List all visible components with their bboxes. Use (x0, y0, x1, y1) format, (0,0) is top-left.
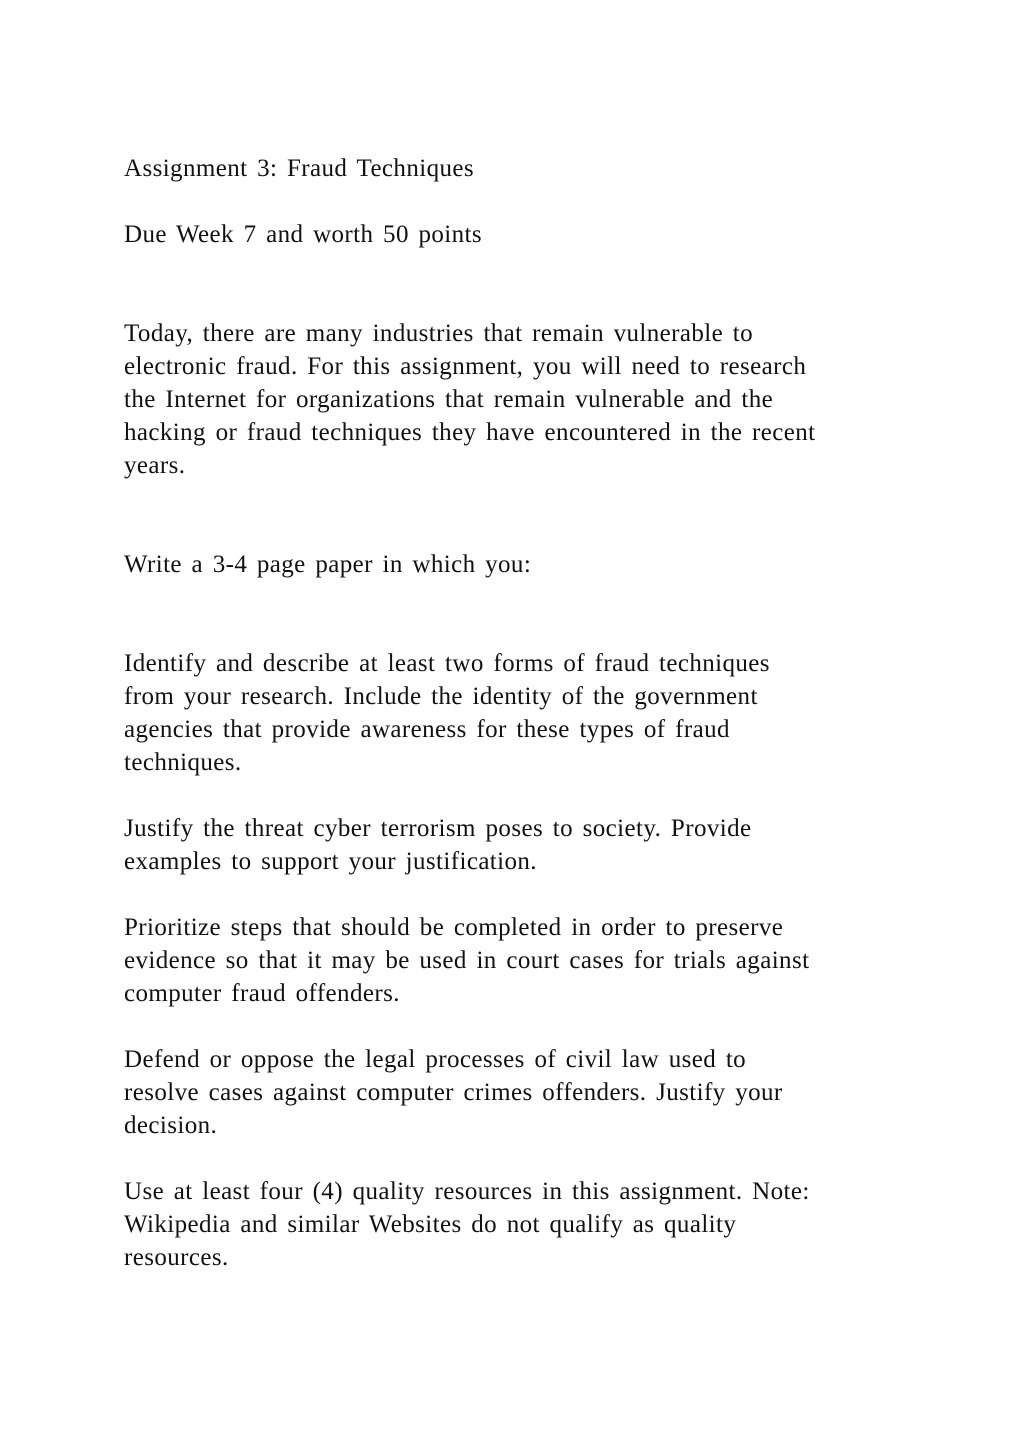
requirement-resources (124, 1175, 904, 1274)
requirement-line: Use at least four (4) quality resources in this assignment. Note: (124, 1178, 810, 1205)
requirement-line: Defend or oppose the legal processes of civil law used to (124, 1046, 747, 1073)
paper-prompt: Write a 3-4 page paper in which you: (124, 551, 532, 578)
requirement-fraud-techniques (124, 647, 904, 779)
requirement-line: decision. (124, 1112, 218, 1139)
intro-line: hacking or fraud techniques they have encountered in the recent (124, 419, 816, 446)
requirement-preserve-evidence (124, 911, 904, 1010)
requirement-civil-law (124, 1043, 904, 1142)
intro-line: Today, there are many industries that remain vulnerable to (124, 320, 754, 347)
requirement-line: examples to support your justification. (124, 848, 537, 875)
requirement-line: Wikipedia and similar Websites do not qualify as quality (124, 1211, 737, 1238)
assignment-title: Assignment 3: Fraud Techniques (124, 155, 475, 182)
intro-line: years. (124, 452, 186, 479)
intro-line: the Internet for organizations that remain vulnerable and the (124, 386, 774, 413)
requirement-line: Prioritize steps that should be completed in order to preserve (124, 914, 784, 941)
intro-paragraph (124, 317, 904, 482)
due-date-line: Due Week 7 and worth 50 points (124, 221, 483, 248)
requirement-line: resolve cases against computer crimes offenders. Justify your (124, 1079, 783, 1106)
requirement-cyber-terrorism (124, 812, 904, 878)
requirement-line: from your research. Include the identity of the government (124, 683, 758, 710)
requirement-line: evidence so that it may be used in court cases for trials against (124, 947, 810, 974)
requirement-line: Identify and describe at least two forms of fraud techniques (124, 650, 770, 677)
requirement-line: Justify the threat cyber terrorism poses to society. Provide (124, 815, 752, 842)
requirement-line: agencies that provide awareness for these types of fraud (124, 716, 730, 743)
requirement-line: computer fraud offenders. (124, 980, 400, 1007)
document-body (124, 152, 904, 1307)
requirement-line: techniques. (124, 749, 242, 776)
requirement-line: resources. (124, 1244, 229, 1271)
intro-line: electronic fraud. For this assignment, you will need to research (124, 353, 807, 380)
